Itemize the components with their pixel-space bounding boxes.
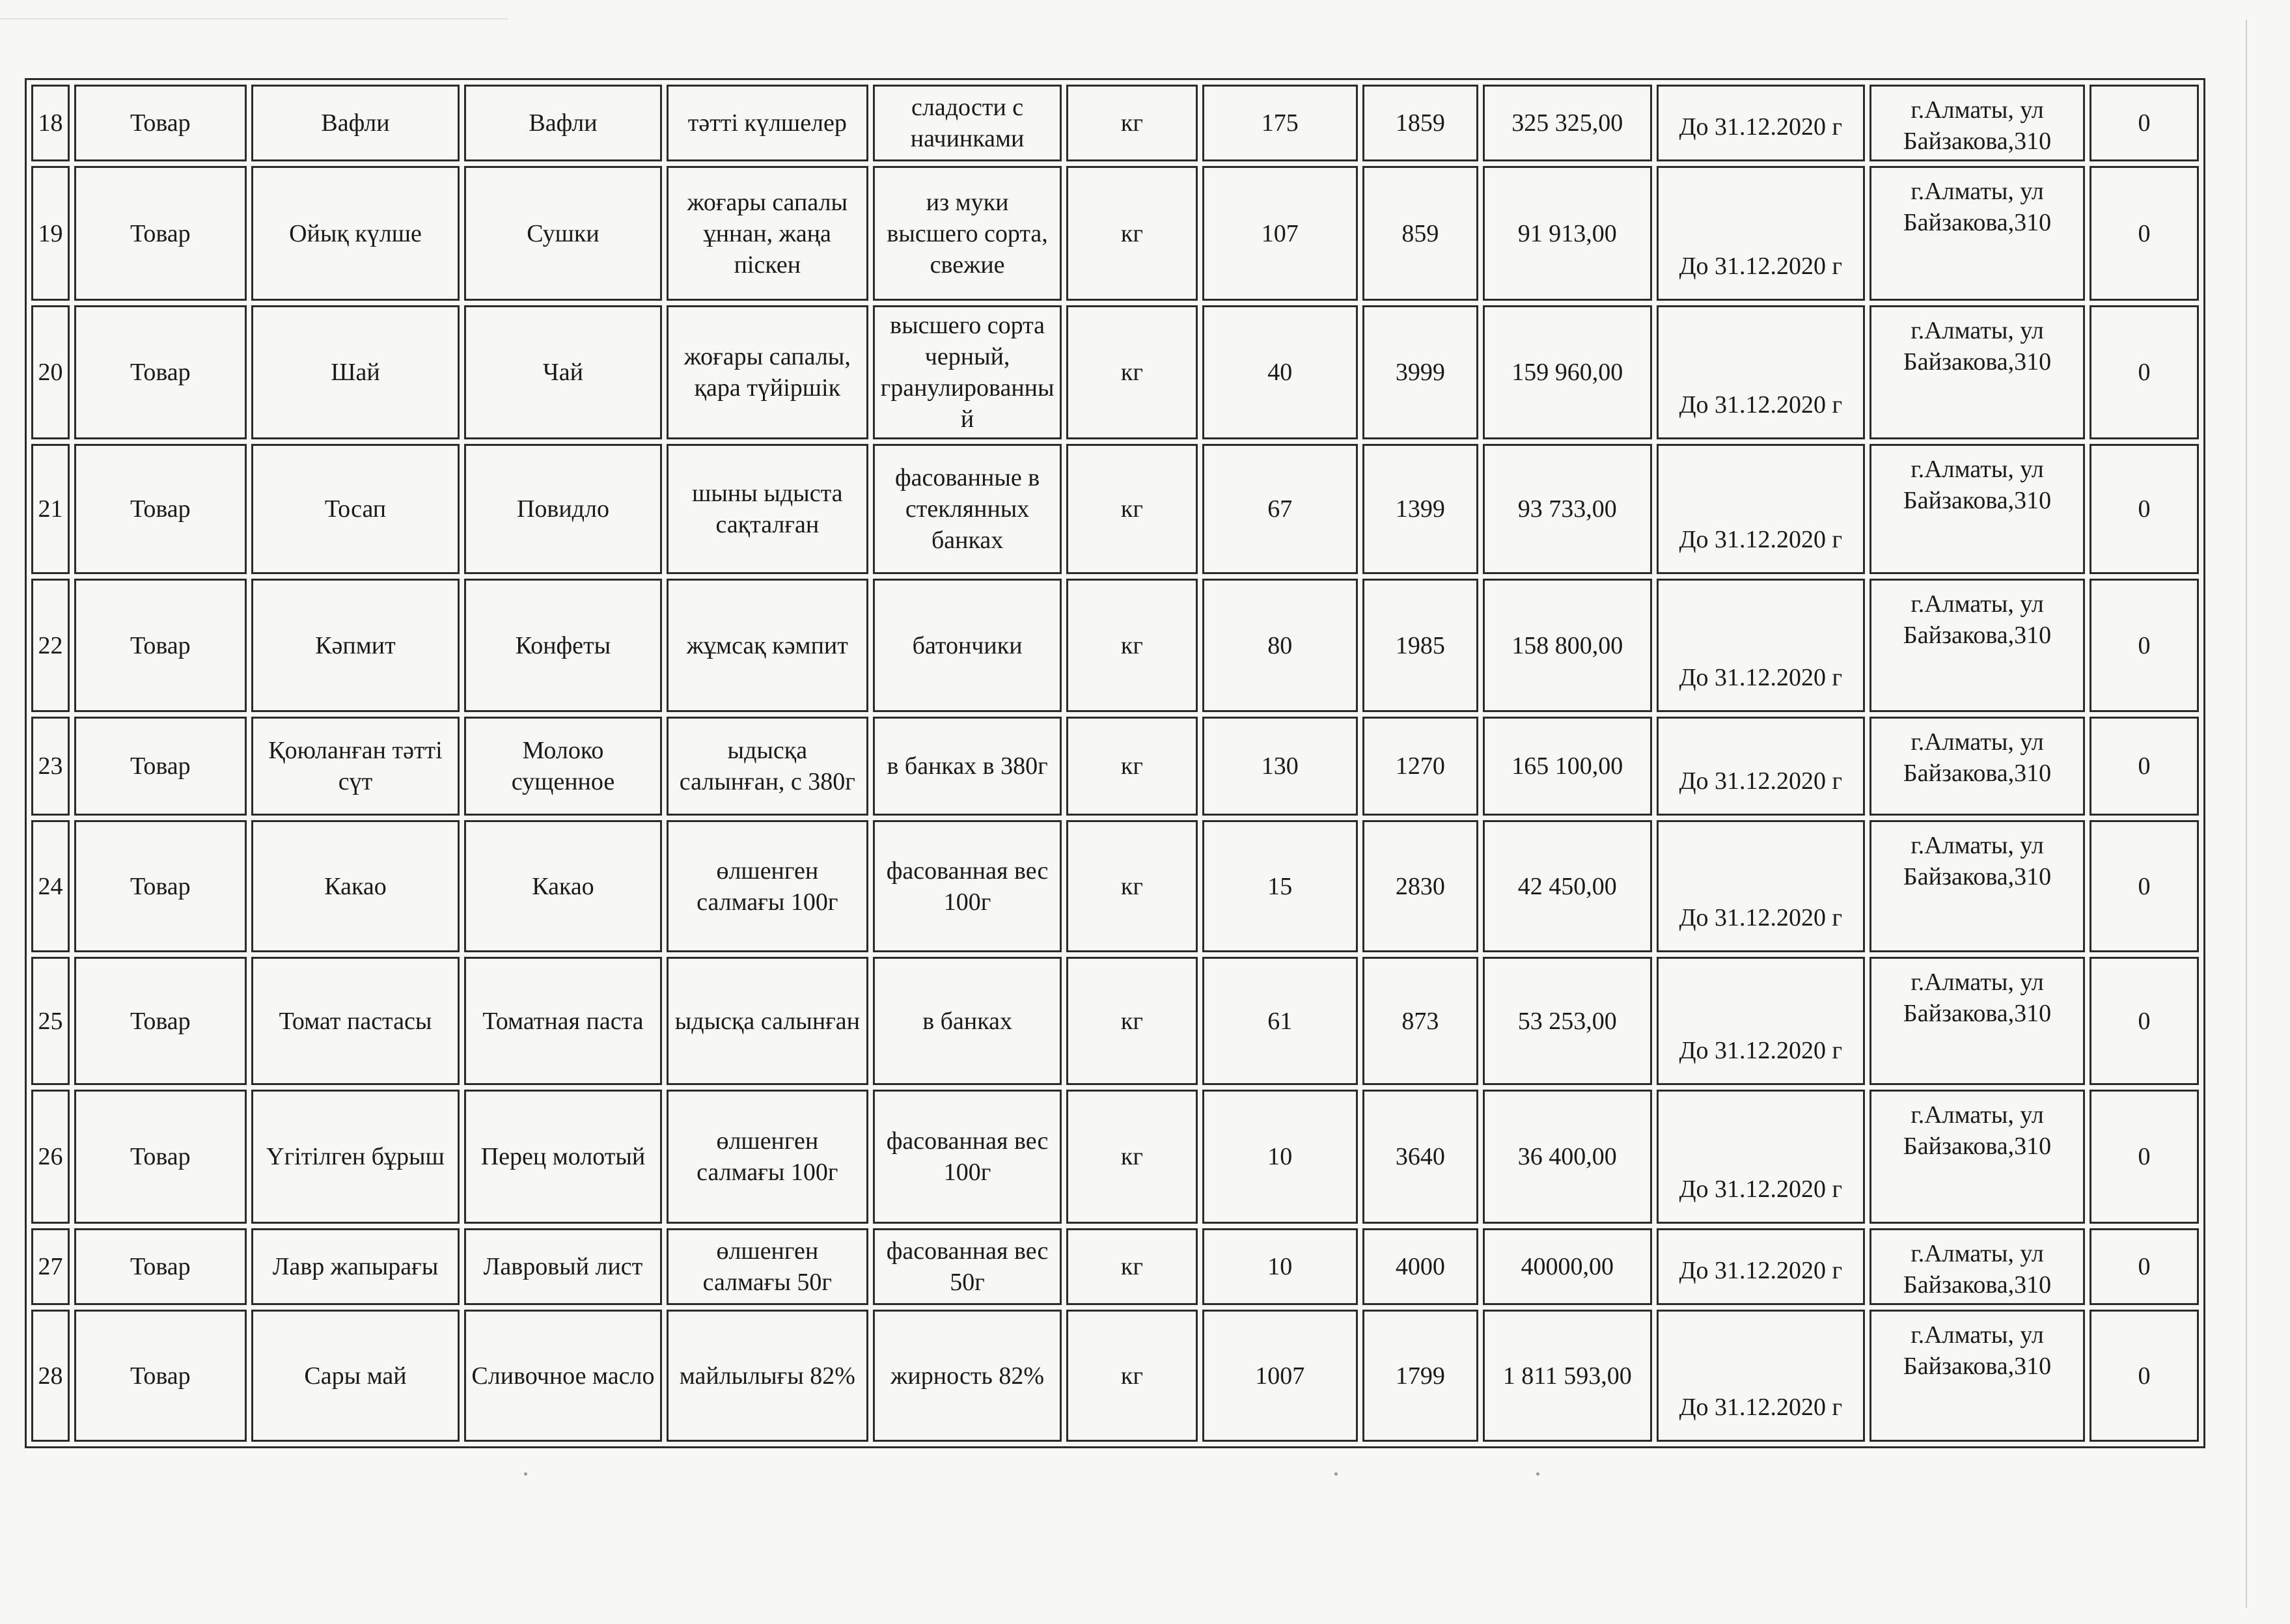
total-amount-cell: 36 400,00 xyxy=(1483,1090,1652,1224)
name-russian-cell: Конфеты xyxy=(464,579,661,712)
quantity-cell: 80 xyxy=(1202,579,1358,712)
name-kazakh-cell: Шай xyxy=(251,305,460,439)
table-row xyxy=(31,957,2199,1085)
goods-table-body xyxy=(31,85,2199,1442)
row-number-cell: 22 xyxy=(31,579,70,712)
advance-payment-cell: 0 xyxy=(2090,85,2199,161)
unit-price-cell: 3640 xyxy=(1362,1090,1478,1224)
item-type-cell: Товар xyxy=(74,85,247,161)
description-russian-cell: высшего сорта черный, гранулированный xyxy=(873,305,1062,439)
quantity-cell: 175 xyxy=(1202,85,1358,161)
description-russian-cell: фасованная вес 100г xyxy=(873,820,1062,952)
description-kazakh-cell: өлшенген салмағы 100г xyxy=(667,820,868,952)
unit-cell: кг xyxy=(1066,305,1198,439)
delivery-term-cell: До 31.12.2020 г xyxy=(1657,166,1866,301)
description-russian-cell: фасованная вес 100г xyxy=(873,1090,1062,1224)
item-type-cell: Товар xyxy=(74,579,247,712)
unit-cell: кг xyxy=(1066,166,1198,301)
quantity-cell: 107 xyxy=(1202,166,1358,301)
delivery-term-cell: До 31.12.2020 г xyxy=(1657,957,1866,1085)
description-russian-cell: из муки высшего сорта, свежие xyxy=(873,166,1062,301)
name-russian-cell: Сушки xyxy=(464,166,661,301)
quantity-cell: 10 xyxy=(1202,1090,1358,1224)
total-amount-cell: 1 811 593,00 xyxy=(1483,1310,1652,1442)
name-russian-cell: Чай xyxy=(464,305,661,439)
name-russian-cell: Молоко сущенное xyxy=(464,717,661,816)
delivery-place-cell: г.Алматы, ул Байзакова,310 xyxy=(1869,444,2085,574)
description-russian-cell: жирность 82% xyxy=(873,1310,1062,1442)
row-number-cell: 19 xyxy=(31,166,70,301)
unit-price-cell: 1270 xyxy=(1362,717,1478,816)
quantity-cell: 61 xyxy=(1202,957,1358,1085)
row-number-cell: 23 xyxy=(31,717,70,816)
unit-price-cell: 859 xyxy=(1362,166,1478,301)
item-type-cell: Товар xyxy=(74,305,247,439)
quantity-cell: 40 xyxy=(1202,305,1358,439)
advance-payment-cell: 0 xyxy=(2090,717,2199,816)
description-kazakh-cell: жоғары сапалы, қара түйіршік xyxy=(667,305,868,439)
delivery-place-cell: г.Алматы, ул Байзакова,310 xyxy=(1869,1090,2085,1224)
delivery-term-cell: До 31.12.2020 г xyxy=(1657,579,1866,712)
table-row xyxy=(31,1310,2199,1442)
description-russian-cell: в банках в 380г xyxy=(873,717,1062,816)
delivery-place-cell: г.Алматы, ул Байзакова,310 xyxy=(1869,1228,2085,1305)
table-row xyxy=(31,305,2199,439)
total-amount-cell: 42 450,00 xyxy=(1483,820,1652,952)
name-kazakh-cell: Тосап xyxy=(251,444,460,574)
total-amount-cell: 165 100,00 xyxy=(1483,717,1652,816)
table-row xyxy=(31,717,2199,816)
item-type-cell: Товар xyxy=(74,1228,247,1305)
delivery-place-cell: г.Алматы, ул Байзакова,310 xyxy=(1869,957,2085,1085)
description-russian-cell: фасованная вес 50г xyxy=(873,1228,1062,1305)
unit-cell: кг xyxy=(1066,1090,1198,1224)
unit-price-cell: 2830 xyxy=(1362,820,1478,952)
name-kazakh-cell: Какао xyxy=(251,820,460,952)
description-kazakh-cell: ыдысқа салынған, с 380г xyxy=(667,717,868,816)
goods-table xyxy=(25,78,2205,1448)
unit-cell: кг xyxy=(1066,820,1198,952)
total-amount-cell: 159 960,00 xyxy=(1483,305,1652,439)
description-kazakh-cell: жұмсақ кәмпит xyxy=(667,579,868,712)
total-amount-cell: 325 325,00 xyxy=(1483,85,1652,161)
row-number-cell: 28 xyxy=(31,1310,70,1442)
name-russian-cell: Какао xyxy=(464,820,661,952)
item-type-cell: Товар xyxy=(74,166,247,301)
table-row xyxy=(31,1228,2199,1305)
delivery-term-cell: До 31.12.2020 г xyxy=(1657,305,1866,439)
row-number-cell: 25 xyxy=(31,957,70,1085)
description-russian-cell: сладости с начинками xyxy=(873,85,1062,161)
name-russian-cell: Повидло xyxy=(464,444,661,574)
unit-price-cell: 1799 xyxy=(1362,1310,1478,1442)
item-type-cell: Товар xyxy=(74,1090,247,1224)
advance-payment-cell: 0 xyxy=(2090,305,2199,439)
page-right-edge xyxy=(2246,20,2247,1608)
name-kazakh-cell: Қоюланған тәтті сүт xyxy=(251,717,460,816)
row-number-cell: 20 xyxy=(31,305,70,439)
delivery-place-cell: г.Алматы, ул Байзакова,310 xyxy=(1869,85,2085,161)
row-number-cell: 24 xyxy=(31,820,70,952)
delivery-term-cell: До 31.12.2020 г xyxy=(1657,1090,1866,1224)
description-kazakh-cell: ыдысқа салынған xyxy=(667,957,868,1085)
row-number-cell: 27 xyxy=(31,1228,70,1305)
item-type-cell: Товар xyxy=(74,717,247,816)
unit-cell: кг xyxy=(1066,957,1198,1085)
unit-price-cell: 1859 xyxy=(1362,85,1478,161)
quantity-cell: 15 xyxy=(1202,820,1358,952)
row-number-cell: 26 xyxy=(31,1090,70,1224)
unit-cell: кг xyxy=(1066,1228,1198,1305)
delivery-place-cell: г.Алматы, ул Байзакова,310 xyxy=(1869,166,2085,301)
unit-price-cell: 3999 xyxy=(1362,305,1478,439)
quantity-cell: 10 xyxy=(1202,1228,1358,1305)
description-kazakh-cell: майлылығы 82% xyxy=(667,1310,868,1442)
delivery-term-cell: До 31.12.2020 г xyxy=(1657,717,1866,816)
name-russian-cell: Лавровый лист xyxy=(464,1228,661,1305)
advance-payment-cell: 0 xyxy=(2090,1228,2199,1305)
name-kazakh-cell: Кәпмит xyxy=(251,579,460,712)
item-type-cell: Товар xyxy=(74,444,247,574)
table-row xyxy=(31,444,2199,574)
unit-price-cell: 873 xyxy=(1362,957,1478,1085)
total-amount-cell: 40000,00 xyxy=(1483,1228,1652,1305)
delivery-place-cell: г.Алматы, ул Байзакова,310 xyxy=(1869,717,2085,816)
name-kazakh-cell: Ойық күлше xyxy=(251,166,460,301)
name-russian-cell: Вафли xyxy=(464,85,661,161)
description-kazakh-cell: өлшенген салмағы 100г xyxy=(667,1090,868,1224)
row-number-cell: 21 xyxy=(31,444,70,574)
advance-payment-cell: 0 xyxy=(2090,579,2199,712)
scan-speck xyxy=(524,1472,527,1476)
name-russian-cell: Томатная паста xyxy=(464,957,661,1085)
quantity-cell: 130 xyxy=(1202,717,1358,816)
total-amount-cell: 53 253,00 xyxy=(1483,957,1652,1085)
description-kazakh-cell: жоғары сапалы ұннан, жаңа піскен xyxy=(667,166,868,301)
advance-payment-cell: 0 xyxy=(2090,957,2199,1085)
description-russian-cell: в банках xyxy=(873,957,1062,1085)
unit-cell: кг xyxy=(1066,579,1198,712)
delivery-term-cell: До 31.12.2020 г xyxy=(1657,1228,1866,1305)
unit-price-cell: 1985 xyxy=(1362,579,1478,712)
scan-speck xyxy=(1536,1472,1539,1476)
total-amount-cell: 93 733,00 xyxy=(1483,444,1652,574)
table-row xyxy=(31,579,2199,712)
delivery-term-cell: До 31.12.2020 г xyxy=(1657,444,1866,574)
name-russian-cell: Перец молотый xyxy=(464,1090,661,1224)
name-kazakh-cell: Томат пастасы xyxy=(251,957,460,1085)
description-russian-cell: батончики xyxy=(873,579,1062,712)
unit-cell: кг xyxy=(1066,717,1198,816)
description-kazakh-cell: тәтті күлшелер xyxy=(667,85,868,161)
description-kazakh-cell: шыны ыдыста сақталған xyxy=(667,444,868,574)
scan-speck xyxy=(1334,1472,1338,1476)
advance-payment-cell: 0 xyxy=(2090,1090,2199,1224)
row-number-cell: 18 xyxy=(31,85,70,161)
advance-payment-cell: 0 xyxy=(2090,444,2199,574)
delivery-place-cell: г.Алматы, ул Байзакова,310 xyxy=(1869,1310,2085,1442)
delivery-place-cell: г.Алматы, ул Байзакова,310 xyxy=(1869,820,2085,952)
delivery-term-cell: До 31.12.2020 г xyxy=(1657,1310,1866,1442)
name-russian-cell: Сливочное масло xyxy=(464,1310,661,1442)
table-row xyxy=(31,1090,2199,1224)
name-kazakh-cell: Сары май xyxy=(251,1310,460,1442)
total-amount-cell: 91 913,00 xyxy=(1483,166,1652,301)
unit-cell: кг xyxy=(1066,85,1198,161)
item-type-cell: Товар xyxy=(74,820,247,952)
delivery-place-cell: г.Алматы, ул Байзакова,310 xyxy=(1869,579,2085,712)
quantity-cell: 67 xyxy=(1202,444,1358,574)
description-kazakh-cell: өлшенген салмағы 50г xyxy=(667,1228,868,1305)
delivery-term-cell: До 31.12.2020 г xyxy=(1657,820,1866,952)
unit-price-cell: 1399 xyxy=(1362,444,1478,574)
table-row xyxy=(31,85,2199,161)
unit-cell: кг xyxy=(1066,1310,1198,1442)
name-kazakh-cell: Лавр жапырағы xyxy=(251,1228,460,1305)
total-amount-cell: 158 800,00 xyxy=(1483,579,1652,712)
page-top-edge xyxy=(0,18,508,20)
advance-payment-cell: 0 xyxy=(2090,820,2199,952)
name-kazakh-cell: Үгітілген бұрыш xyxy=(251,1090,460,1224)
item-type-cell: Товар xyxy=(74,1310,247,1442)
table-row xyxy=(31,820,2199,952)
description-russian-cell: фасованные в стеклянных банках xyxy=(873,444,1062,574)
unit-price-cell: 4000 xyxy=(1362,1228,1478,1305)
quantity-cell: 1007 xyxy=(1202,1310,1358,1442)
delivery-term-cell: До 31.12.2020 г xyxy=(1657,85,1866,161)
advance-payment-cell: 0 xyxy=(2090,166,2199,301)
name-kazakh-cell: Вафли xyxy=(251,85,460,161)
table-row xyxy=(31,166,2199,301)
item-type-cell: Товар xyxy=(74,957,247,1085)
delivery-place-cell: г.Алматы, ул Байзакова,310 xyxy=(1869,305,2085,439)
unit-cell: кг xyxy=(1066,444,1198,574)
advance-payment-cell: 0 xyxy=(2090,1310,2199,1442)
